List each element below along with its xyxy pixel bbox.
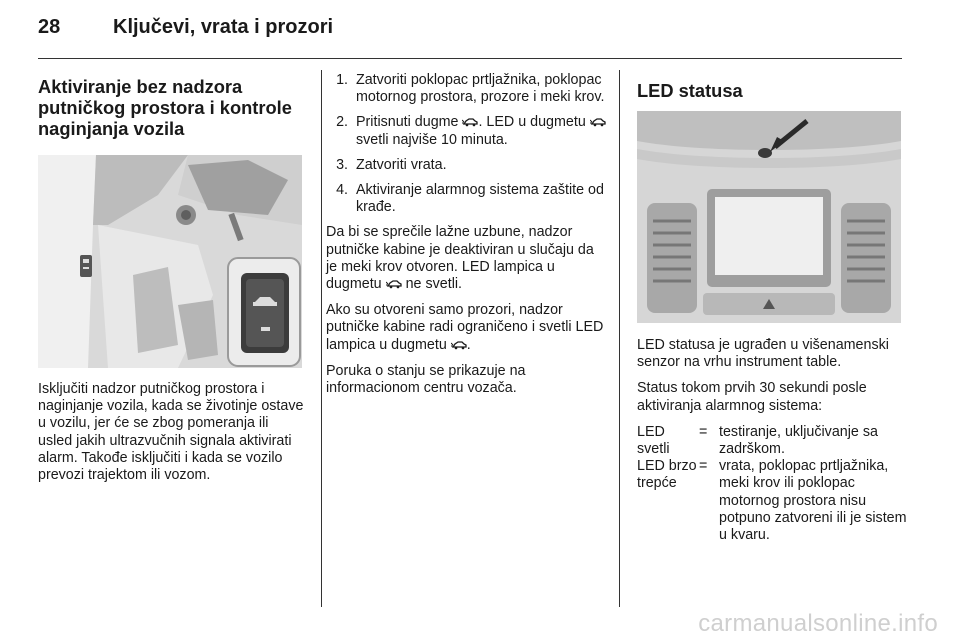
led-status-row: LED svetli = testiranje, uključivanje sa zadrškom. — [637, 423, 878, 458]
car-alarm-icon — [462, 117, 478, 127]
door-panel-illustration — [38, 155, 302, 368]
list-item: 4. Aktiviranje alarmnog sistema zaštite od krađe. — [336, 182, 604, 216]
status-message-paragraph: Poruka o stanju se prikazuje na informacionom centru vozača. — [326, 362, 526, 397]
middle-column — [326, 72, 606, 406]
right-column — [637, 72, 907, 544]
dashboard-led-figure — [637, 111, 901, 323]
section-heading-monitoring: Aktiviranje bez nadzora putničkog prostora i kontrole naginjanja vozila — [38, 76, 292, 139]
column-divider-1 — [321, 70, 322, 607]
chapter-title: Ključevi, vrata i prozori — [113, 16, 334, 38]
list-item: 1. Zatvoriti poklopac prtljažnika, poklopac motornog prostora, prozore i meki krov. — [336, 72, 605, 106]
car-alarm-icon — [590, 117, 606, 127]
led-status-row: LED brzo trepće = vrata, poklopac prtljažnika, meki krov ili poklopac motornog prostora nisu potpuno zatvoreni ili je sistem u kvaru. — [637, 458, 907, 544]
led-location-paragraph: LED statusa je ugrađen u višenamenski senzor na vrhu instrument table. — [637, 337, 889, 371]
car-alarm-icon — [386, 279, 402, 289]
dashboard-illustration — [637, 111, 901, 323]
list-item: 2. Pritisnuti dugme . LED u dugmetu svetli najviše 10 minuta. — [326, 114, 606, 148]
steps-list — [326, 72, 606, 216]
car-alarm-icon — [451, 340, 467, 350]
page-header — [38, 16, 333, 50]
door-panel-figure — [38, 155, 302, 368]
softtop-paragraph: Da bi se sprečile lažne uzbune, nadzor putničke kabine je deaktiviran u slučaju da je meki krov otvoren. LED lampica u dugmetu ne svetli. — [326, 224, 594, 293]
monitoring-paragraph: Isključiti nadzor putničkog prostora i naginjanje vozila, kada se životinje ostave u vozilu, jer će se zbog pomeranja ili usled jakih ultrazvučnih signala aktivirati alarm. Takođe isključiti i kada se vozilo prevozi trajektom ili vozom. — [38, 381, 304, 484]
led-status-intro: Status tokom prvih 30 sekundi posle aktiviranja alarmnog sistema: — [637, 380, 867, 414]
windows-paragraph: Ako su otvoreni samo prozori, nadzor putničke kabine radi ograničeno i svetli LED lampica u dugmetu . — [326, 302, 604, 353]
left-column — [38, 72, 306, 493]
column-divider-2 — [619, 70, 620, 607]
watermark: carmanualsonline.info — [698, 610, 938, 637]
page-number: 28 — [38, 16, 61, 38]
list-item: 3. Zatvoriti vrata. — [336, 156, 447, 173]
header-rule — [38, 58, 902, 59]
section-heading-led: LED statusa — [637, 80, 743, 101]
